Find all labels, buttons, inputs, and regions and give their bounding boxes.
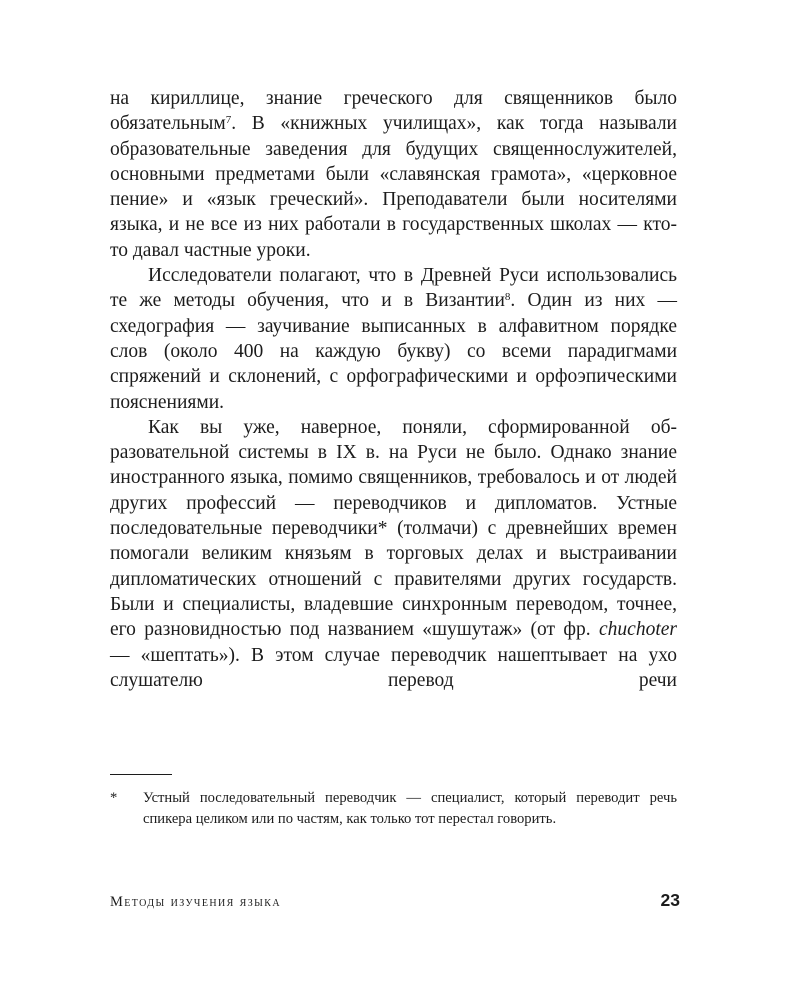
paragraph (110, 415, 677, 693)
page-number: 23 (660, 890, 680, 910)
footnote (110, 788, 677, 830)
paragraph (110, 86, 677, 263)
footnote-reference: 8 (504, 291, 511, 304)
text-run: — «шептать»). В этом случае переводчик нашептывает на ухо слушателю перевод речи (110, 644, 677, 691)
main-text (110, 86, 677, 693)
text-run: . Один из них — схедография — заучивание выписанных в алфавитном порядке слов (около 400 на каждую букву) со всеми парадигмами спряжений и склонений, с орфографическими и орфоэпическими пояснениями. (110, 290, 677, 413)
italic-word: chuchoter (599, 619, 677, 641)
footnote-marker: * (110, 790, 118, 806)
running-footer (110, 890, 680, 911)
text-run: на кириллице, знание греческого для священников было обязательным (110, 88, 677, 135)
footnote-text: Устный последовательный переводчик — специалист, который переводит речь спикера целиком или по частям, как только тот перестал говорить. (143, 790, 677, 828)
footnote-divider (110, 774, 172, 775)
paragraph (110, 263, 677, 415)
text-run: . В «книжных училищах», как тогда называли образовательные заведения для будущих священнослужителей, основными предметами были «славянская грамота», «церковное пение» и «язык греческий». Преподаватели были носителями языка, и не все из них работали в государственных школах — кто-то давал частные уроки. (110, 113, 677, 261)
running-title: Методы изучения языка (110, 894, 281, 910)
text-run: Исследователи полагают, что в Древней Руси использовались те же методы обучения, что и в Византии (110, 265, 677, 312)
footnote-reference: 7 (225, 114, 232, 127)
text-run: Как вы уже, наверное, поняли, сформированной образовательной системы в IX в. на Руси не было. Однако знание иностранного языка, помимо священников, требовалось и от людей других профессий — переводчиков и дипломатов. Устные последовательные переводчики* (толмачи) с древнейших времен помогали великим князьям в торговых делах и выстраивании дипломатических отношений с правителями других государств. Были и специалисты, владевшие синхронным переводом, точнее, его разновидностью под названием «шушутаж» (от фр. (110, 416, 677, 641)
page-body (110, 86, 677, 693)
